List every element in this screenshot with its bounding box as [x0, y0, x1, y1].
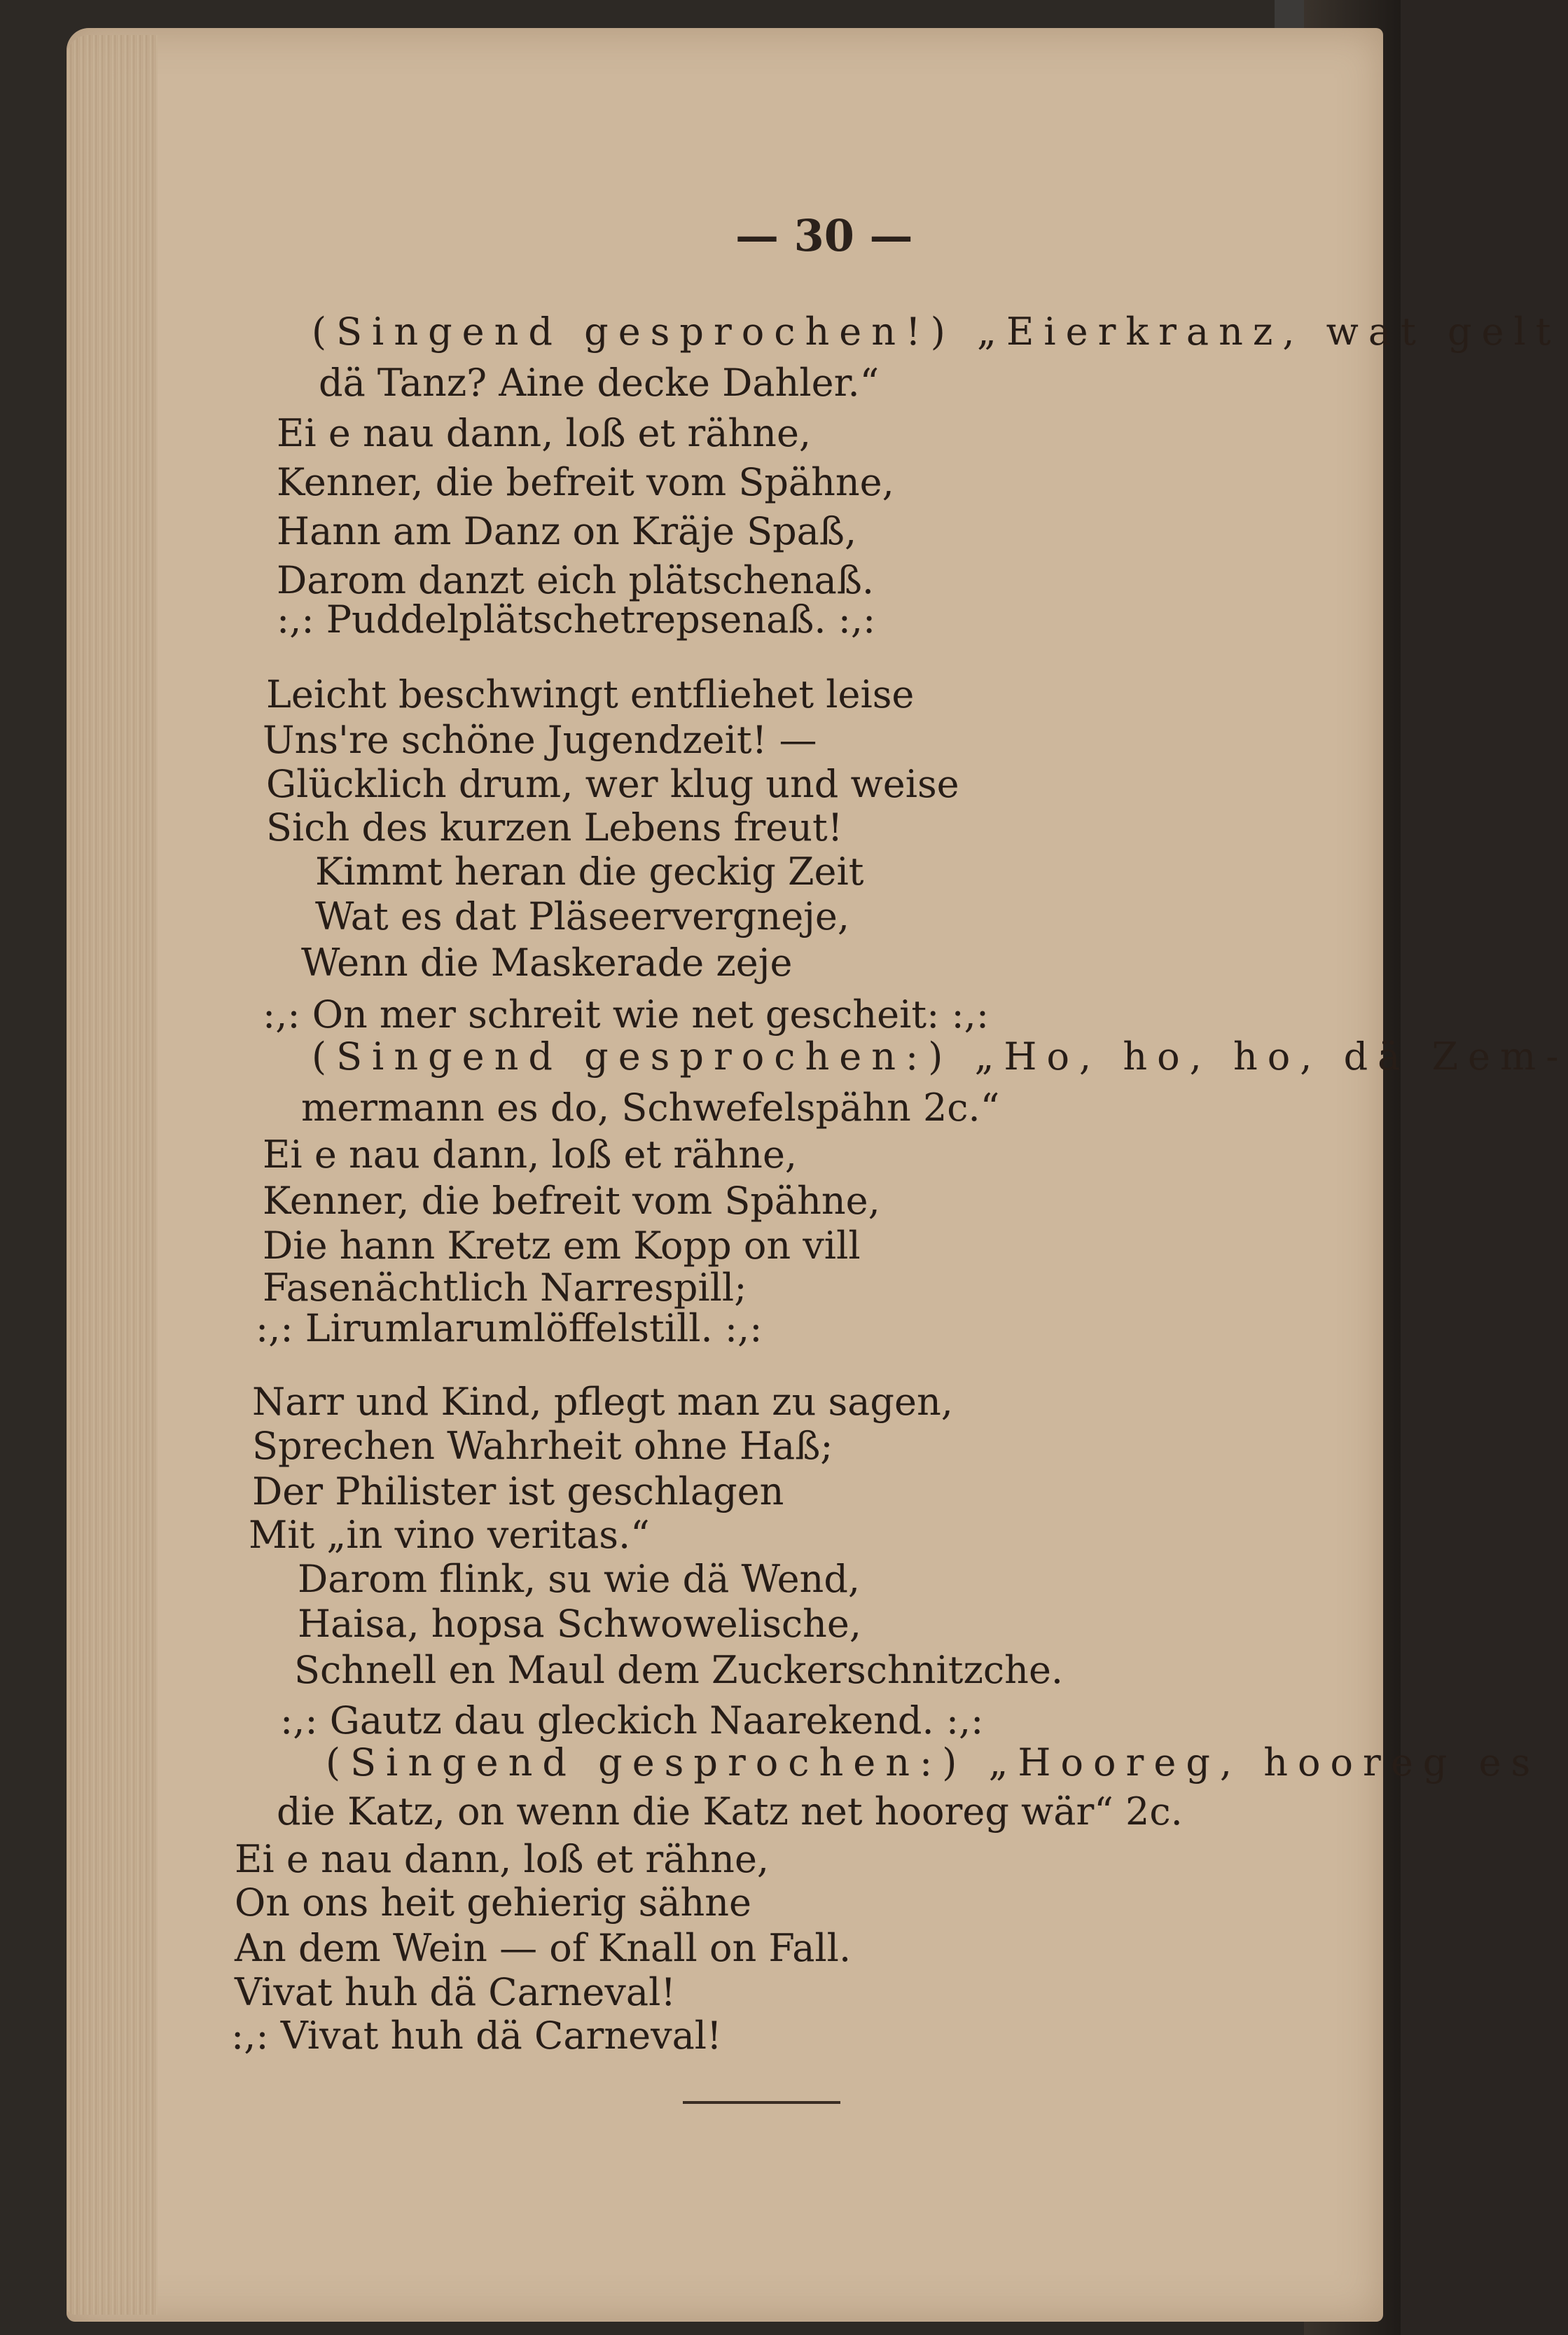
text-line: Ei e nau dann, loß et rähne, — [263, 1132, 798, 1177]
text-line: Leicht beschwingt entfliehet leise — [266, 672, 915, 716]
text-line: :,: On mer schreit wie net gescheit: :,: — [263, 992, 990, 1037]
text-line: Sich des kurzen Lebens freut! — [266, 805, 843, 850]
text-line: Der Philister ist geschlagen — [252, 1469, 784, 1513]
text-line: dä Tanz? Aine decke Dahler.“ — [319, 361, 880, 405]
text-line: Hann am Danz on Kräje Spaß, — [277, 509, 857, 553]
page-number: — 30 — — [735, 210, 913, 261]
text-line: :,: Vivat huh dä Carneval! — [231, 2014, 722, 2058]
text-line: (Singend gesprochen:) „Ho, ho, ho, dä Zem- — [312, 1034, 1568, 1079]
text-line: Wat es dat Pläseervergneje, — [315, 894, 850, 938]
text-line: Ei e nau dann, loß et rähne, — [277, 411, 812, 455]
text-line: mermann es do, Schwefelspähn 2c.“ — [301, 1086, 1000, 1130]
text-line: (Singend gesprochen!) „Eierkranz, wat gelt — [312, 310, 1561, 354]
text-line: Kimmt heran die geckig Zeit — [315, 850, 864, 894]
text-line: Mit „in vino veritas.“ — [249, 1513, 650, 1557]
text-line: Kenner, die befreit vom Spähne, — [277, 460, 894, 504]
text-line: Kenner, die befreit vom Spähne, — [263, 1179, 880, 1223]
text-line: :,: Gautz dau gleckich Naarekend. :,: — [280, 1698, 984, 1742]
text-line: Ei e nau dann, loß et rähne, — [235, 1837, 770, 1881]
closing-rule — [683, 2101, 840, 2104]
text-line: On ons heit gehierig sähne — [235, 1880, 752, 1925]
text-line: Fasenächtlich Narrespill; — [263, 1266, 747, 1310]
text-line: Schnell en Maul dem Zuckerschnitzche. — [294, 1648, 1064, 1692]
text-line: An dem Wein — of Knall on Fall. — [235, 1926, 852, 1970]
text-line: Sprechen Wahrheit ohne Haß; — [252, 1424, 833, 1468]
text-line: Vivat huh dä Carneval! — [235, 1970, 677, 2014]
text-line: Haisa, hopsa Schwowelische, — [298, 1602, 862, 1646]
text-line: Narr und Kind, pflegt man zu sagen, — [252, 1380, 953, 1424]
text-line: Wenn die Maskerade zeje — [301, 941, 793, 985]
text-line: Darom flink, su wie dä Wend, — [298, 1557, 861, 1601]
text-line: Glücklich drum, wer klug und weise — [266, 762, 959, 806]
text-line: die Katz, on wenn die Katz net hooreg wär“ 2c. — [277, 1789, 1183, 1834]
text-line: :,: Lirumlarumlöffelstill. :,: — [256, 1306, 763, 1350]
text-line: Darom danzt eich plätschenaß. — [277, 558, 875, 602]
text-line: Die hann Kretz em Kopp on vill — [263, 1224, 861, 1268]
text-line: (Singend gesprochen:) „Hooreg, hooreg es — [326, 1740, 1541, 1785]
page-edges — [67, 35, 158, 2315]
text-line: :,: Puddelplätschetrepsenaß. :,: — [277, 597, 876, 642]
text-line: Uns're schöne Jugendzeit! — — [263, 718, 817, 762]
